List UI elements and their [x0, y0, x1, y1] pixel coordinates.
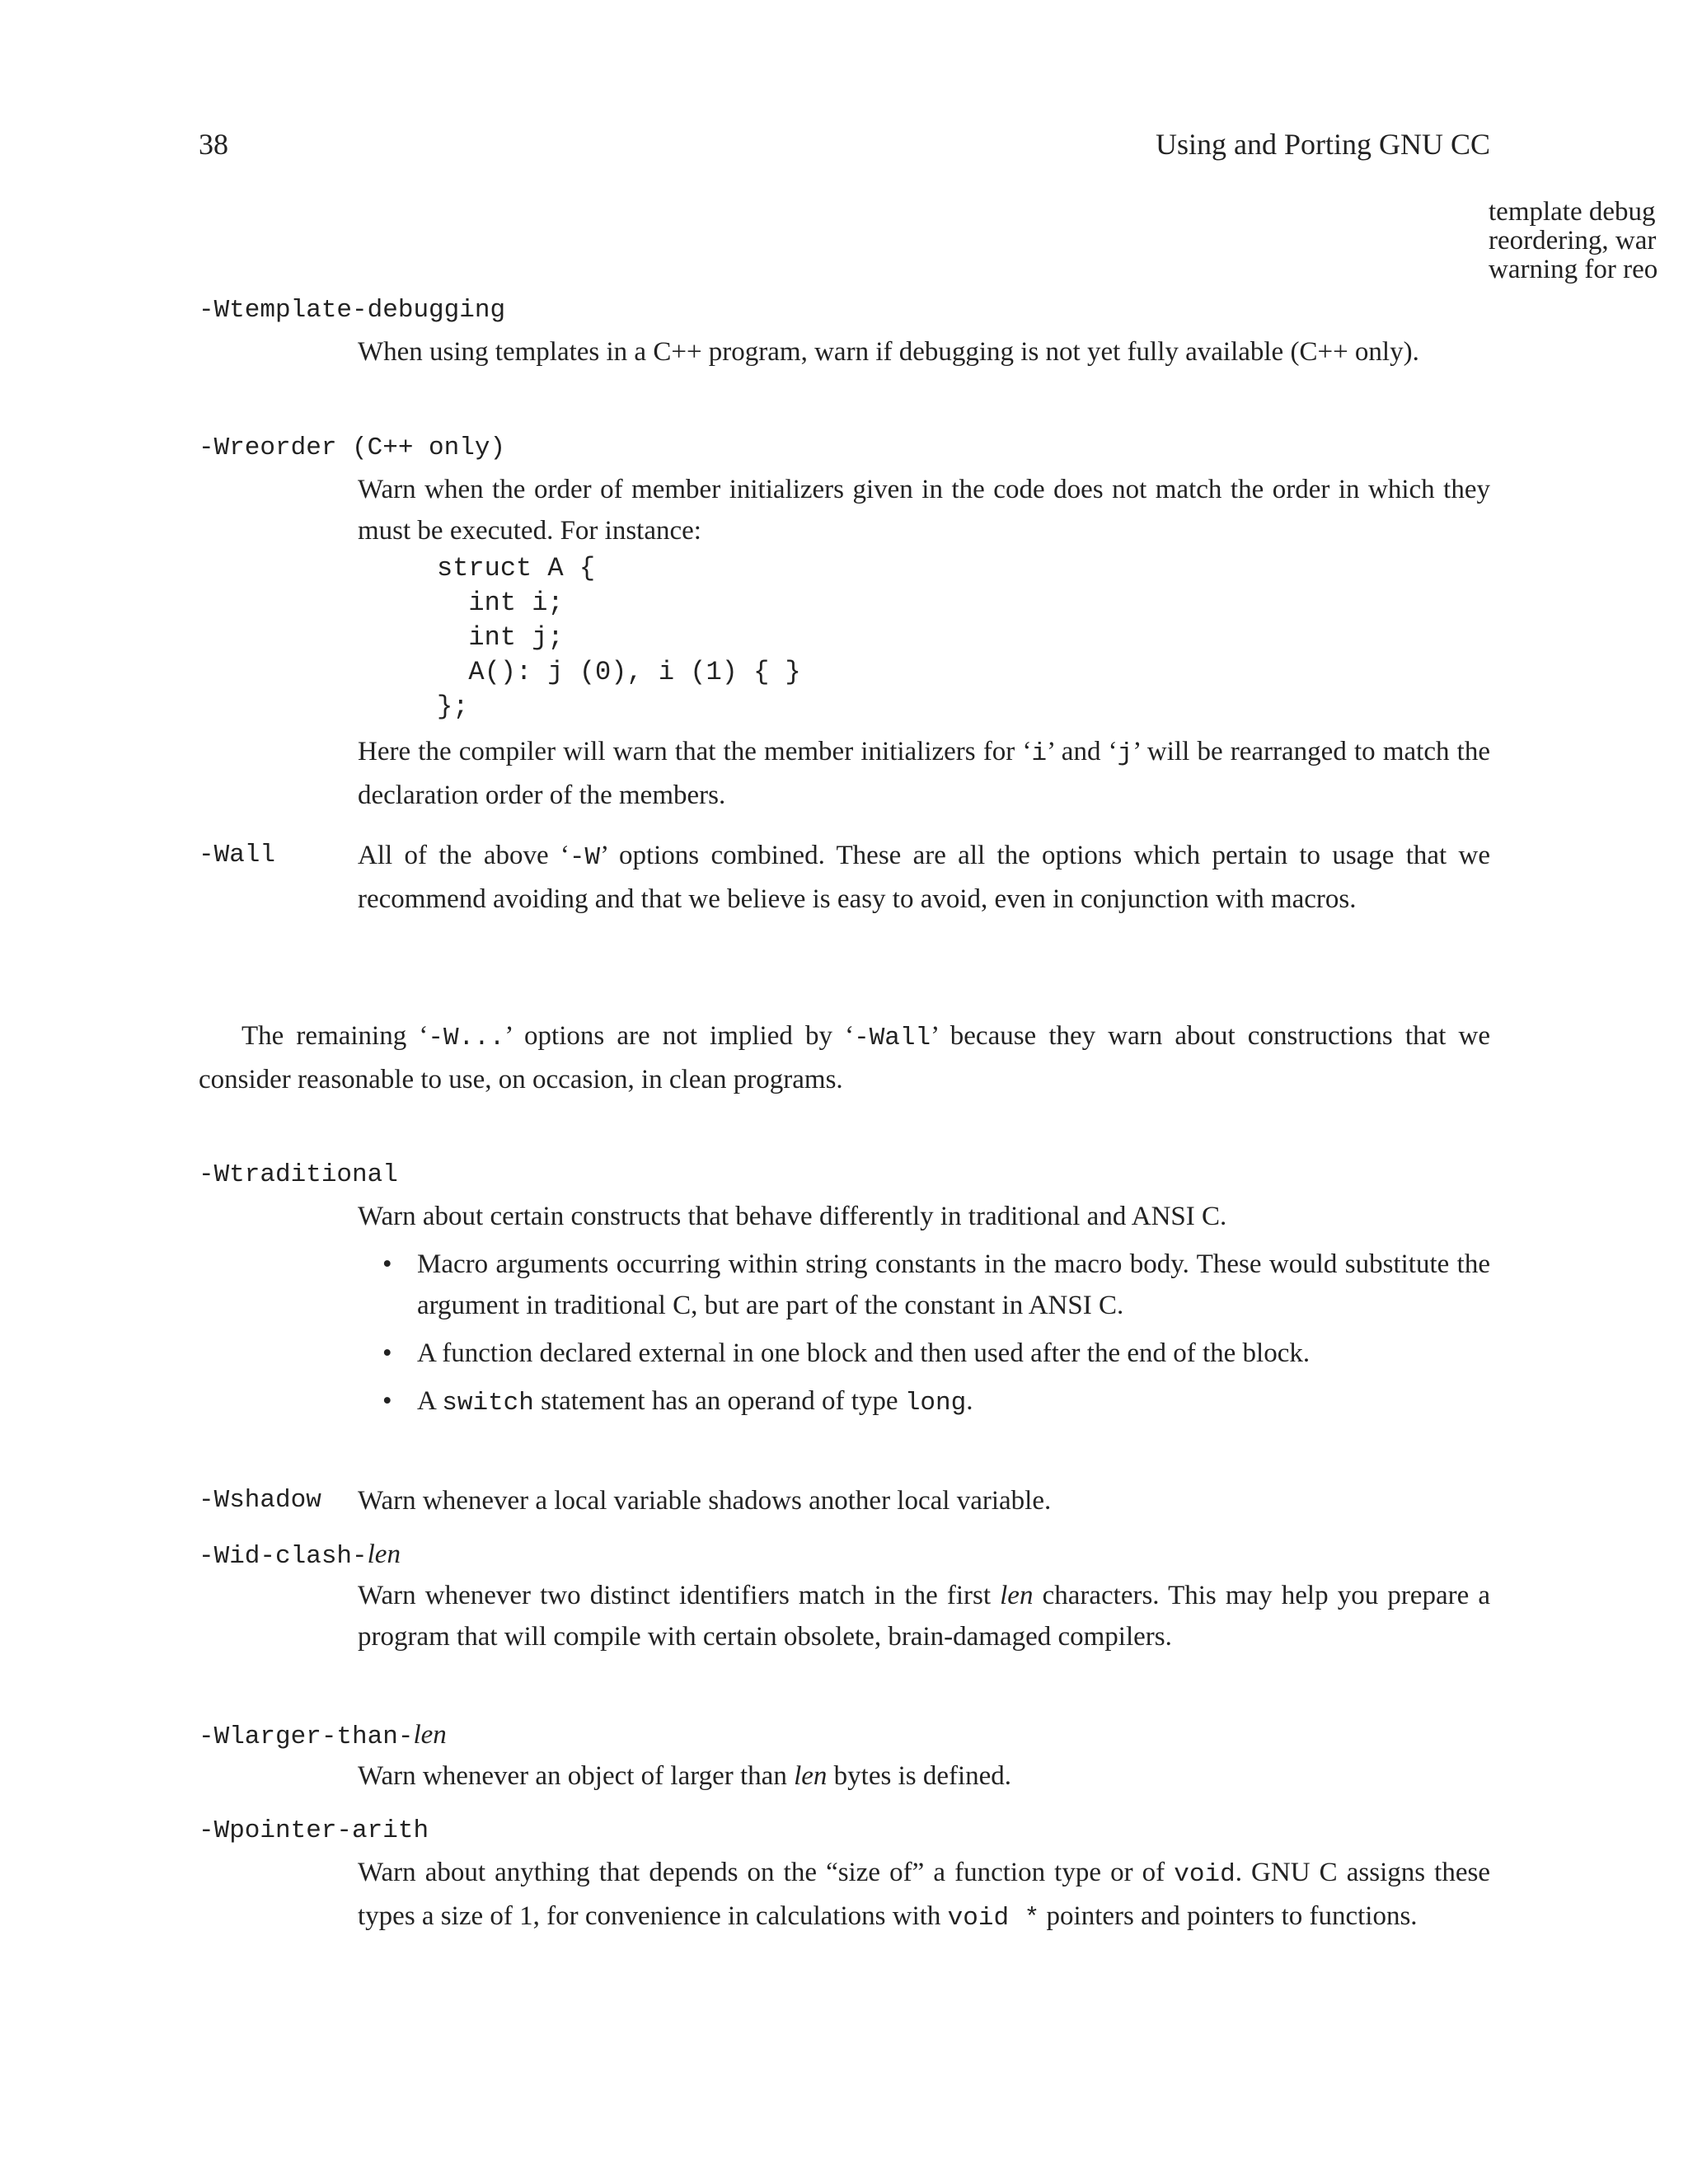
text-run: A	[417, 1386, 443, 1416]
text-run: .	[966, 1386, 973, 1416]
reorder-explanation	[358, 731, 1490, 816]
option-entry-larger-than	[199, 1714, 1490, 1797]
bullet-icon: •	[382, 1338, 392, 1368]
option-description: When using templates in a C++ program, warn if debugging is not yet fully available (C++ only).	[358, 337, 1419, 367]
option-description	[358, 835, 1490, 920]
option-description	[358, 1755, 1490, 1797]
text-run: bytes is defined.	[827, 1761, 1012, 1791]
text-run: Warn whenever two distinct identifiers match in the first	[358, 1581, 1001, 1610]
term-mono: -Wid-clash-	[199, 1542, 368, 1571]
running-head	[199, 124, 1490, 165]
code-long: long	[904, 1389, 967, 1418]
list-item	[358, 1244, 1490, 1326]
bullet-list	[358, 1244, 1490, 1424]
text-run: The remaining ‘	[241, 1021, 429, 1051]
option-entry-wall	[199, 835, 1490, 920]
book-title: Using and Porting GNU CC	[1155, 128, 1490, 161]
option-entry-id-clash	[199, 1534, 1490, 1657]
option-description	[358, 1575, 1490, 1657]
option-term	[199, 1714, 1490, 1755]
option-entry-pointer-arith	[199, 1811, 1490, 1939]
reorder-intro: Warn when the order of member initializers given in the code does not match the order in which they must be executed. For instance:	[358, 475, 1490, 546]
option-description	[358, 469, 1490, 816]
margin-note-line: template debug	[1489, 197, 1656, 227]
option-description: Warn whenever a local variable shadows another local variable.	[358, 1486, 1052, 1516]
code-w-dots: -W...	[428, 1024, 505, 1052]
text-italic-len: len	[1000, 1581, 1034, 1610]
term-mono: -Wlarger-than-	[199, 1722, 414, 1751]
bullet-icon: •	[382, 1249, 392, 1279]
text-run: ’ and ‘	[1047, 737, 1118, 766]
option-entry-shadow	[199, 1480, 1490, 1521]
term-italic: len	[367, 1540, 401, 1569]
text-run: ’ because they warn about constructions that we consider reasonable to use, on occasion, in clean programs.	[199, 1021, 1490, 1094]
code-wall: -Wall	[854, 1024, 931, 1052]
margin-note-line: reordering, war	[1489, 226, 1657, 255]
text-run: ’ will be rearranged to match the declaration order of the members.	[358, 737, 1490, 810]
margin-note	[1489, 198, 1688, 284]
text-run: Here the compiler will warn that the member initializers for ‘	[358, 737, 1032, 766]
code-void: void	[1174, 1860, 1236, 1889]
option-term: -Wall	[199, 841, 276, 869]
page-number: 38	[199, 128, 228, 161]
term-italic: len	[413, 1720, 447, 1750]
text-run: Warn whenever an object of larger than	[358, 1761, 795, 1791]
margin-note-line: warning for reo	[1489, 255, 1658, 284]
option-term: -Wtraditional	[199, 1160, 398, 1189]
code-option-w: -W	[569, 843, 601, 872]
text-italic-len: len	[794, 1761, 828, 1791]
text-run: statement has an operand of type	[533, 1386, 905, 1416]
text-run: All of the above ‘	[358, 841, 570, 870]
text-run: Warn about anything that depends on the “size of” a function type or of	[358, 1858, 1175, 1887]
code-var-j: j	[1117, 739, 1133, 768]
option-term: -Wreorder (C++ only)	[199, 434, 506, 462]
list-item	[358, 1333, 1490, 1374]
text-run: ’ options combined. These are all the options which pertain to usage that we recommend avoiding and that we believe is easy to avoid, even in conjunction with macros.	[358, 841, 1490, 914]
code-switch: switch	[442, 1389, 534, 1418]
option-entry-traditional	[199, 1155, 1490, 1431]
remaining-options-paragraph	[199, 1015, 1490, 1100]
text-run: ’ options are not implied by ‘	[504, 1021, 855, 1051]
text-run: pointers and pointers to functions.	[1039, 1901, 1418, 1931]
option-description	[358, 1196, 1490, 1424]
list-item	[358, 1380, 1490, 1424]
code-example: struct A { int i; int j; A(): j (0), i (1) { } };	[437, 553, 801, 722]
text-run: A function declared external in one block and then used after the end of the block.	[417, 1338, 1311, 1368]
option-description	[358, 1852, 1490, 1939]
text-run: characters. This may help you prepare a program that will compile with certain obsolete, brain-damaged compilers.	[358, 1581, 1490, 1652]
code-var-i: i	[1031, 739, 1048, 768]
option-entry-template-debugging	[199, 290, 1490, 373]
option-term: -Wpointer-arith	[199, 1816, 429, 1845]
text-run: Macro arguments occurring within string constants in the macro body. These would substitute the argument in traditional C, but are part of the constant in ANSI C.	[417, 1249, 1490, 1320]
option-term: -Wshadow	[199, 1486, 321, 1515]
option-entry-reorder	[199, 428, 1490, 816]
text-run: . GNU C assigns these types a size of 1, for convenience in calculations with	[358, 1858, 1490, 1931]
bullet-icon: •	[382, 1386, 392, 1416]
code-void-pointer: void *	[947, 1904, 1040, 1933]
option-term	[199, 1534, 1490, 1575]
traditional-intro: Warn about certain constructs that behave differently in traditional and ANSI C.	[358, 1202, 1227, 1231]
option-term: -Wtemplate-debugging	[199, 296, 506, 325]
